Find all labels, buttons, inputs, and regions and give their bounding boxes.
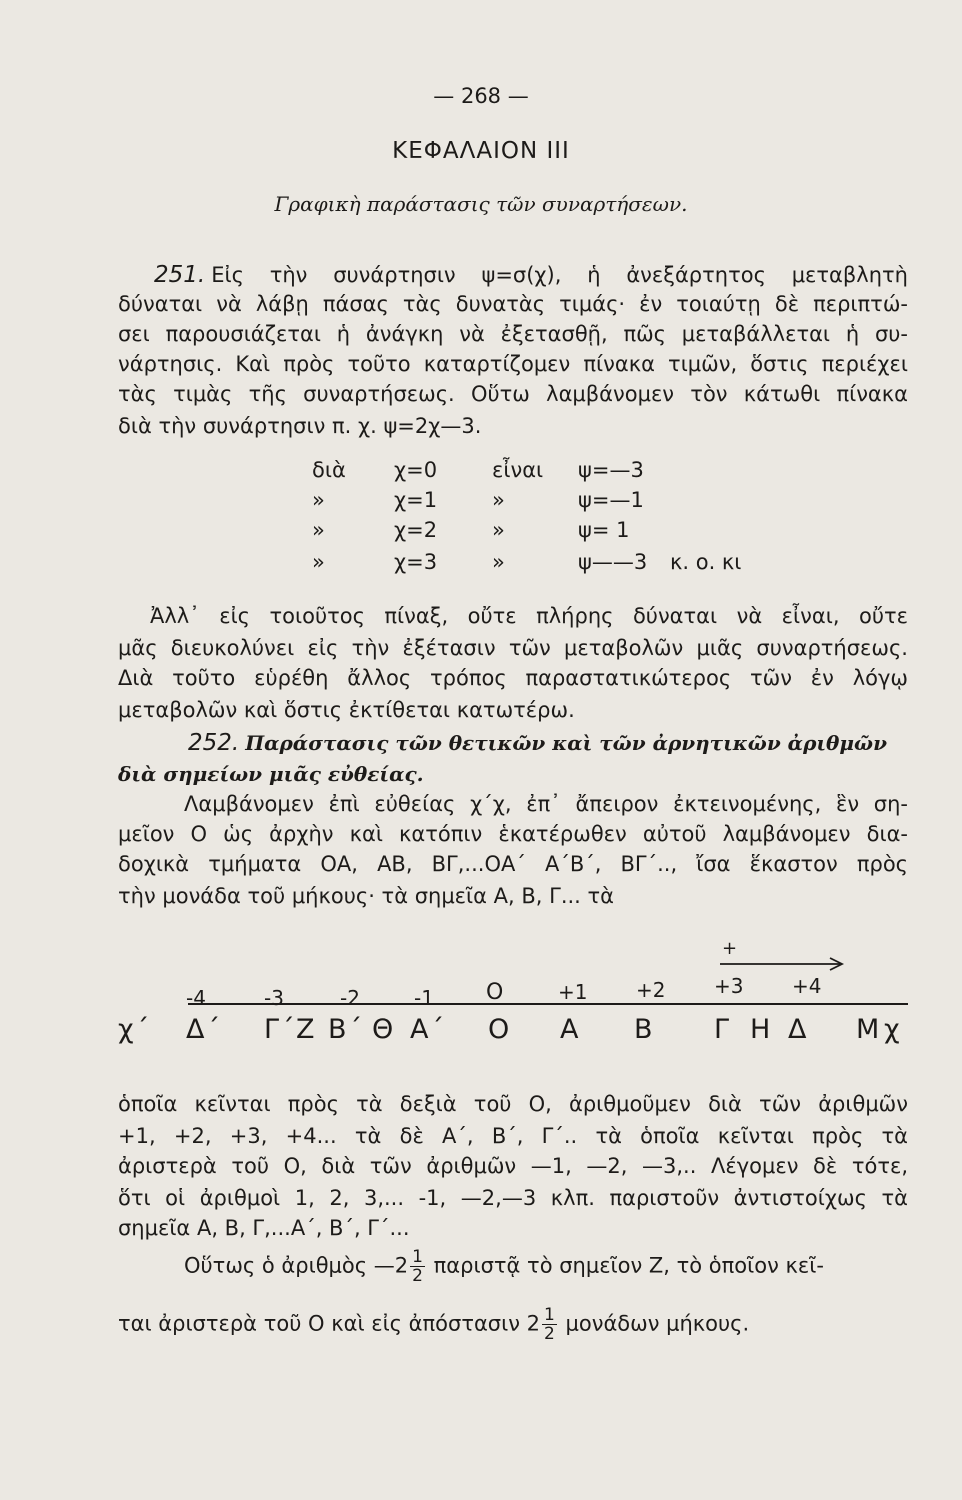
number-line-axis [188,1003,908,1005]
table-x: χ=1 [394,488,438,512]
paragraph-line: Ἀλλ᾽ εἰς τοιοῦτος πίναξ, οὔτε πλήρης δύναται νὰ εἶναι, οὔτε [150,604,908,628]
paragraph-line: +1, +2, +3, +4... τὰ δὲ Α΄, Β΄, Γ΄.. τὰ ὁποῖα κεῖνται πρὸς τὰ [118,1124,908,1148]
paragraph-line: δύναται νὰ λάβῃ πάσας τὰς δυνατὰς τιμάς· ἐν τοιαύτῃ δὲ περιπτώ- [118,292,908,316]
table-x: χ=3 [394,550,438,574]
point-label: χ΄ [118,1014,152,1045]
table-verb: » [492,488,505,512]
section-heading [118,730,908,756]
paragraph-line: σημεῖα Α, Β, Γ,...Α΄, Β΄, Γ΄... [118,1216,410,1240]
point-label: Γ΄ [264,1014,297,1045]
axis-number: -3 [264,986,284,1010]
positive-sign: + [722,938,738,959]
paragraph-line: νάρτησις. Καὶ πρὸς τοῦτο καταρτίζομεν πίνακα τιμῶν, ὅστις περιέχει [118,352,908,376]
point-label: χ [884,1014,902,1045]
paragraph-line: τὴν μονάδα τοῦ μήκους· τὰ σημεῖα Α, Β, Γ... τὰ [118,884,615,908]
table-lead: » [312,488,325,512]
axis-origin-label: O [486,980,504,1005]
point-label: Δ [788,1014,809,1045]
table-y: ψ=—3 [578,458,644,482]
axis-number: -2 [340,986,360,1010]
point-label: Ο [488,1014,512,1045]
table-verb: εἶναι [492,458,544,482]
paragraph-line: τὰς τιμὰς τῆς συναρτήσεως. Οὕτω λαμβάνομεν τὸν κάτωθι πίνακα [118,382,908,406]
paragraph-line: ὁποῖα κεῖνται πρὸς τὰ δεξιὰ τοῦ Ο, ἀριθμοῦμεν διὰ τῶν ἀριθμῶν [118,1092,908,1116]
axis-number: -4 [186,986,206,1010]
paragraph-line: Διὰ τοῦτο εὑρέθη ἄλλος τρόπος παραστατικώτερος τῶν ἐν λόγῳ [118,666,908,690]
paragraph-line: Λαμβάνομεν ἐπὶ εὐθείας χ΄χ, ἐπ᾽ ἄπειρον ἐκτεινομένης, ἓν ση- [184,792,908,816]
axis-number: +1 [558,980,588,1004]
paragraph-line [118,1306,908,1343]
fraction-numerator: 1 [412,1247,423,1267]
paragraph-line: μᾶς διευκολύνει εἰς τὴν ἐξέτασιν τῶν μεταβολῶν μιᾶς συναρτήσεως. [118,636,908,660]
page-number: — 268 — [433,84,529,108]
paragraph-text: μονάδων μήκους. [565,1311,750,1336]
point-label: Μ [856,1014,882,1045]
positive-direction-arrow [720,956,850,972]
axis-number: +2 [636,978,666,1002]
paragraph-line [184,1248,908,1285]
point-label: Γ [714,1014,732,1045]
table-y: ψ= 1 [578,518,630,542]
fraction-denominator: 2 [412,1266,423,1286]
point-label: Δ΄ [186,1014,222,1045]
point-label: Ζ [296,1014,317,1045]
fraction-numerator: 1 [544,1305,555,1325]
table-y: ψ——3 [578,550,648,574]
paragraph-line: ἀριστερὰ τοῦ Ο, διὰ τῶν ἀριθμῶν —1, —2, —3,.. Λέγομεν δὲ τότε, [118,1154,908,1178]
table-lead: » [312,518,325,542]
point-label: Α΄ [410,1014,446,1045]
section-heading-text: Παράστασις τῶν θετικῶν καὶ τῶν ἀρνητικῶν ἀριθμῶν [245,731,887,755]
table-verb: » [492,550,505,574]
axis-number: +4 [792,974,822,998]
paragraph-line: σει παρουσιάζεται ἡ ἀνάγκη νὰ ἐξετασθῇ, πῶς μεταβάλλεται ἡ συ- [118,322,908,346]
point-label: Β΄ [328,1014,365,1045]
axis-number: -1 [414,986,434,1010]
paragraph-line: ὅτι οἱ ἀριθμοὶ 1, 2, 3,... -1, —2,—3 κλπ. παριστοῦν ἀντιστοίχως τὰ [118,1186,908,1210]
table-tail: κ. ο. κι [670,550,742,574]
chapter-title: ΚΕΦΑΛΑΙΟΝ III [392,138,570,164]
fraction-denominator: 2 [544,1324,555,1344]
section-heading [118,762,908,786]
point-label: Θ [372,1014,396,1045]
section-heading-text: διὰ σημείων μιᾶς εὐθείας. [118,762,424,786]
table-x: χ=2 [394,518,438,542]
table-lead: διὰ [312,458,346,482]
paragraph-line [118,262,908,288]
paragraph-text: Εἰς τὴν συνάρτησιν ψ=σ(χ), ἡ ἀνεξάρτητος μεταβλητὴ [211,263,908,287]
fraction [410,1248,425,1285]
table-y: ψ=—1 [578,488,644,512]
point-label: Α [560,1014,581,1045]
paragraph-line: μεῖον Ο ὡς ἀρχὴν καὶ κατόπιν ἑκατέρωθεν αὐτοῦ λαμβάνομεν δια- [118,822,908,846]
paragraph-line: διὰ τὴν συνάρτησιν π. χ. ψ=2χ—3. [118,414,482,438]
point-label: Β [634,1014,655,1045]
paragraph-text: Οὕτως ὁ ἀριθμὸς —2 [184,1253,409,1278]
paragraph-text: ται ἀριστερὰ τοῦ Ο καὶ εἰς ἀπόστασιν 2 [118,1311,540,1336]
table-x: χ=0 [394,458,438,482]
chapter-subtitle: Γραφικὴ παράστασις τῶν συναρτήσεων. [274,192,688,216]
section-number: 252. [188,730,240,756]
paragraph-line: μεταβολῶν καὶ ὅστις ἐκτίθεται κατωτέρω. [118,698,575,722]
point-label: Η [750,1014,773,1045]
section-number: 251. [154,262,206,288]
table-verb: » [492,518,505,542]
paragraph-text: παριστᾷ τὸ σημεῖον Ζ, τὸ ὁποῖον κεῖ- [433,1253,824,1278]
table-lead: » [312,550,325,574]
fraction [542,1306,557,1343]
paragraph-line: δοχικὰ τμήματα ΟΑ, ΑΒ, ΒΓ,...ΟΑ΄ Α΄Β΄, ΒΓ΄.., ἴσα ἕκαστον πρὸς [118,852,908,876]
axis-number: +3 [714,974,744,998]
